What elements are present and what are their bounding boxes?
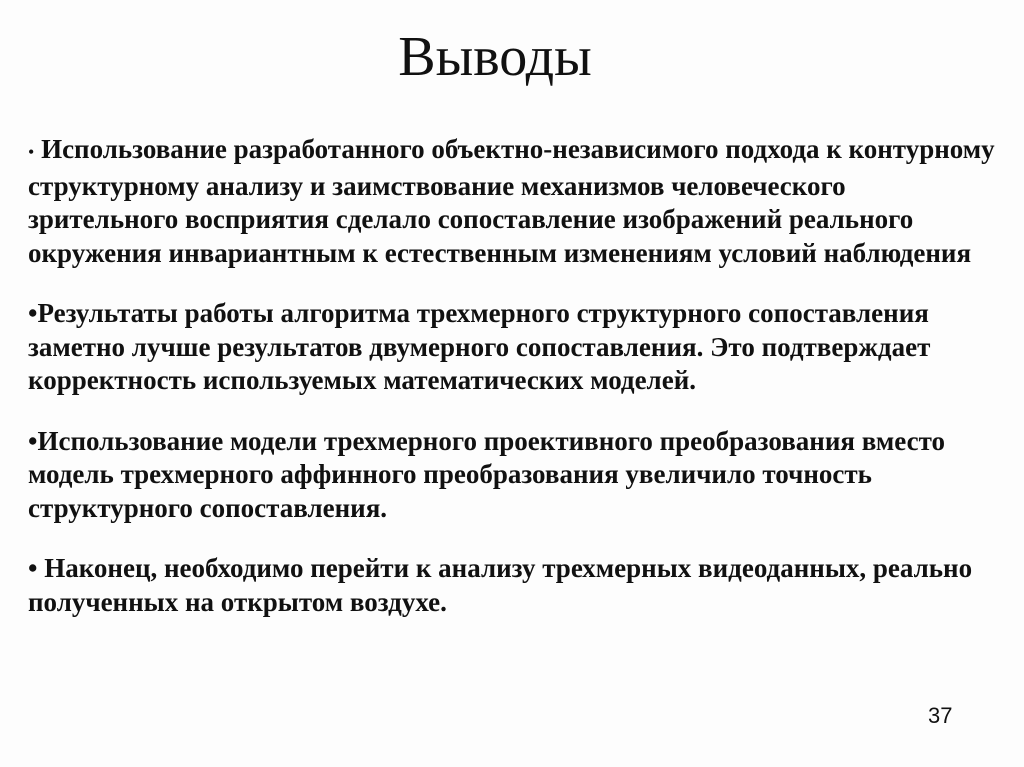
bullet-text: Использование разработанного объектно-независимого подхода к контурному структурному анализу и заимствование механизмов человеческого зрительного восприятия сделало сопоставление изображений реального окружения инвариантным к естественным изменениям условий наблюдения [28,134,995,268]
slide-title: Выводы [398,26,592,88]
bullet-text: Результаты работы алгоритма трехмерного структурного сопоставления заметно лучше результатов двумерного сопоставления. Это подтверждает корректность используемых математических моделей. [28,298,931,395]
bullet-marker: • [28,142,35,162]
bullet-marker: • [28,425,38,456]
bullet-item [28,425,1000,526]
bullet-item [28,297,1000,398]
bullet-marker: • [28,298,38,328]
bullet-item [28,133,1000,270]
bullet-marker: • [28,553,38,583]
bullet-item [28,552,1000,619]
bullet-text: Наконец, необходимо перейти к анализу трехмерных видеоданных, реально полученных на открытом воздухе. [28,553,973,617]
bullet-list [28,133,1000,619]
bullet-text: Использование модели трехмерного проективного преобразования вместо модель трехмерного аффинного преобразования увеличило точность структурного сопоставления. [28,425,945,523]
page-number: 37 [928,703,953,728]
